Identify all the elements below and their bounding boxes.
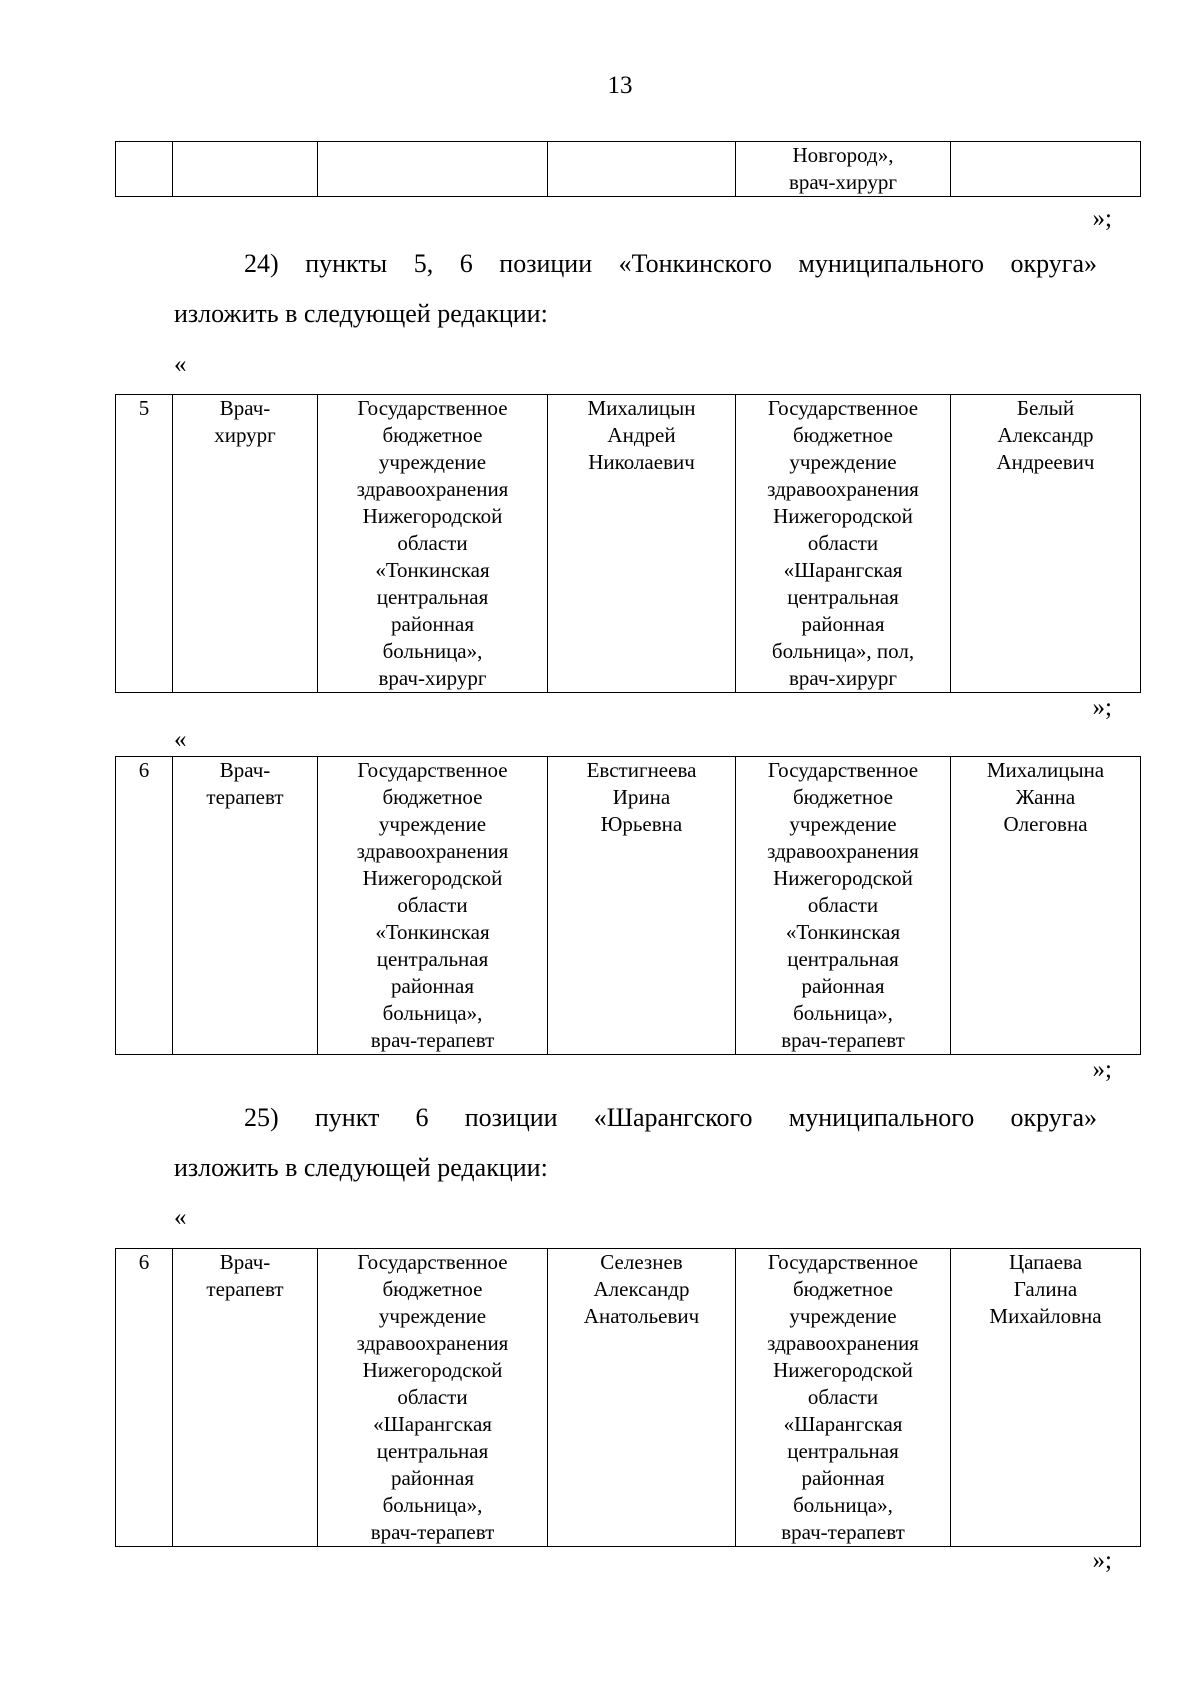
cell-organization [318,142,548,197]
closing-quote: »; [1092,205,1112,232]
cell-organization: Государственное бюджетное учреждение здравоохранения Нижегородской области «Шарангская центральная районная больница», врач-терапевт [318,1249,548,1547]
table-row [116,757,1141,1055]
cell-position: Врач- терапевт [173,757,318,1055]
cell-number [116,142,173,197]
page-number: 13 [607,72,633,99]
closing-quote: »; [1092,694,1112,721]
table-row-6 [115,756,1141,1055]
table-row [116,395,1141,693]
cell-mentor-name: Белый Александр Андреевич [951,395,1141,693]
opening-quote: « [174,351,187,378]
paragraph-24-line2: изложить в следующей редакции: [174,299,548,328]
cell-number: 5 [116,395,173,693]
table-row-5 [115,394,1141,693]
cell-name [548,142,736,197]
cell-position: Врач- терапевт [173,1249,318,1547]
cell-mentor-organization: Новгород», врач-хирург [736,142,951,197]
cell-mentor-name [951,142,1141,197]
cell-position: Врач- хирург [173,395,318,693]
paragraph-24-line1: 24) пункты 5, 6 позиции «Тонкинского муниципального округа» [244,249,1097,278]
cell-position [173,142,318,197]
opening-quote: « [174,1204,187,1231]
cell-mentor-organization: Государственное бюджетное учреждение здравоохранения Нижегородской области «Шарангская центральная районная больница», пол, врач-хирург [736,395,951,693]
cell-organization: Государственное бюджетное учреждение здравоохранения Нижегородской области «Тонкинская центральная районная больница», врач-терапевт [318,757,548,1055]
opening-quote: « [174,726,187,753]
table-continuation [115,141,1141,197]
table-row [116,1249,1141,1547]
cell-name: Евстигнеева Ирина Юрьевна [548,757,736,1055]
closing-quote: »; [1092,1547,1112,1574]
cell-mentor-name: Михалицына Жанна Олеговна [951,757,1141,1055]
paragraph-25-line1: 25) пункт 6 позиции «Шарангского муниципального округа» [244,1103,1097,1132]
cell-organization: Государственное бюджетное учреждение здравоохранения Нижегородской области «Тонкинская центральная районная больница», врач-хирург [318,395,548,693]
paragraph-25-line2: изложить в следующей редакции: [174,1153,548,1182]
paragraph-25 [174,1093,1097,1193]
cell-number: 6 [116,757,173,1055]
cell-number: 6 [116,1249,173,1547]
cell-name: Селезнев Александр Анатольевич [548,1249,736,1547]
cell-mentor-name: Цапаева Галина Михайловна [951,1249,1141,1547]
paragraph-24 [174,239,1097,339]
closing-quote: »; [1092,1056,1112,1083]
table-row-6-sharanga [115,1248,1141,1547]
table-row [116,142,1141,197]
cell-name: Михалицын Андрей Николаевич [548,395,736,693]
cell-mentor-organization: Государственное бюджетное учреждение здравоохранения Нижегородской области «Шарангская центральная районная больница», врач-терапевт [736,1249,951,1547]
cell-mentor-organization: Государственное бюджетное учреждение здравоохранения Нижегородской области «Тонкинская центральная районная больница», врач-терапевт [736,757,951,1055]
